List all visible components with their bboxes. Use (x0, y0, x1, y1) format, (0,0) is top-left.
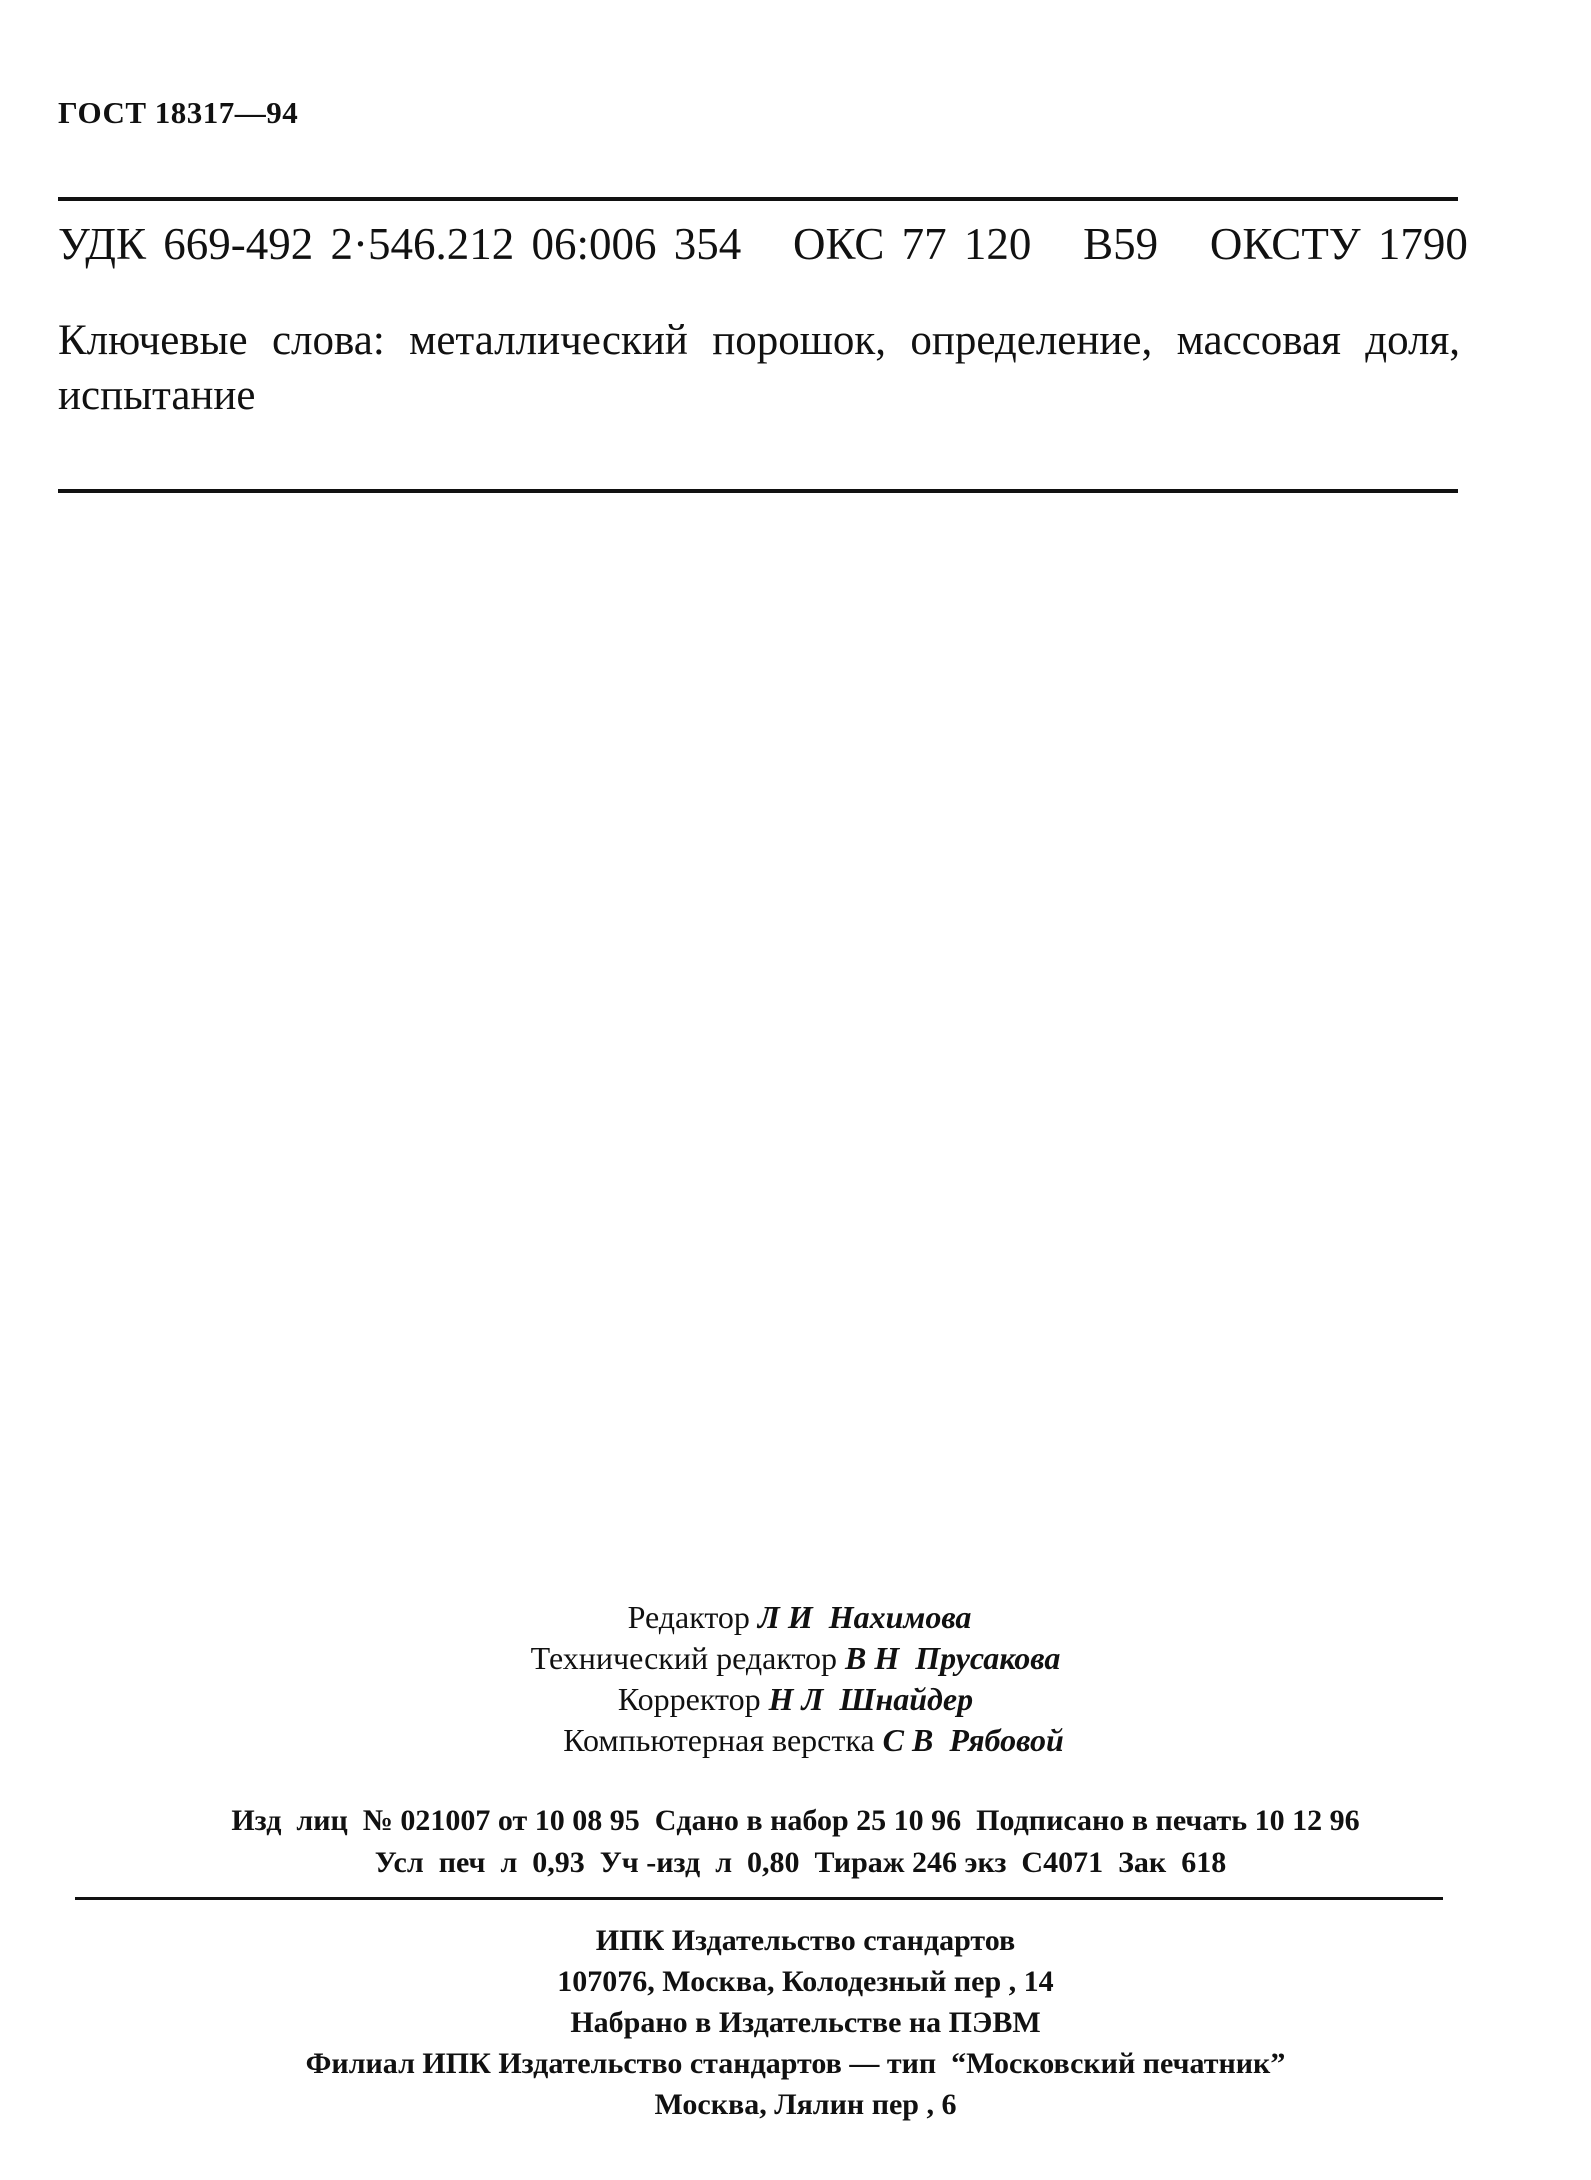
credit-role: Компьютерная верстка (563, 1722, 875, 1758)
credit-editor (0, 1597, 1591, 1638)
keywords-divider (58, 489, 1458, 493)
imprint-block (0, 1920, 1591, 2125)
publication-license-line: Изд лиц № 021007 от 10 08 95 Сдано в набор 25 10 96 Подписано в печать 10 12 96 (231, 1804, 1360, 1837)
imprint-branch-address: Москва, Лялин пер , 6 (654, 2088, 957, 2121)
top-divider (58, 197, 1458, 201)
imprint-typeset: Набрано в Издательстве на ПЭВМ (570, 2006, 1041, 2039)
imprint-address: 107076, Москва, Колодезный пер , 14 (557, 1965, 1054, 1998)
keywords-paragraph: Ключевые слова: металлический порошок, определение, массовая доля, испытание (58, 317, 1460, 419)
credit-role: Редактор (627, 1599, 750, 1635)
document-code: ГОСТ 18317—94 (58, 95, 299, 130)
credit-role: Технический редактор (530, 1640, 838, 1676)
credit-role: Корректор (617, 1681, 761, 1717)
credit-proofreader (0, 1679, 1591, 1720)
credit-layout (0, 1720, 1591, 1761)
credit-name: В Н Прусакова (845, 1640, 1061, 1676)
udk-classification-line: УДК 669-492 2·546.212 06:006 354 ОКС 77 120 В59 ОКСТУ 1790 (58, 219, 1468, 269)
publication-details (0, 1800, 1591, 1884)
credits-block (0, 1597, 1591, 1761)
imprint-publisher: ИПК Издательство стандартов (595, 1924, 1016, 1957)
credit-name: Л И Нахимова (757, 1599, 972, 1635)
credit-name: С В Рябовой (882, 1722, 1064, 1758)
imprint-divider (75, 1897, 1443, 1900)
imprint-branch: Филиал ИПК Издательство стандартов — тип “Московский печатник” (305, 2047, 1286, 2080)
credit-technical-editor (0, 1638, 1591, 1679)
publication-print-line: Усл печ л 0,93 Уч -изд л 0,80 Тираж 246 экз С4071 Зак 618 (374, 1846, 1227, 1879)
credit-name: Н Л Шнайдер (768, 1681, 974, 1717)
